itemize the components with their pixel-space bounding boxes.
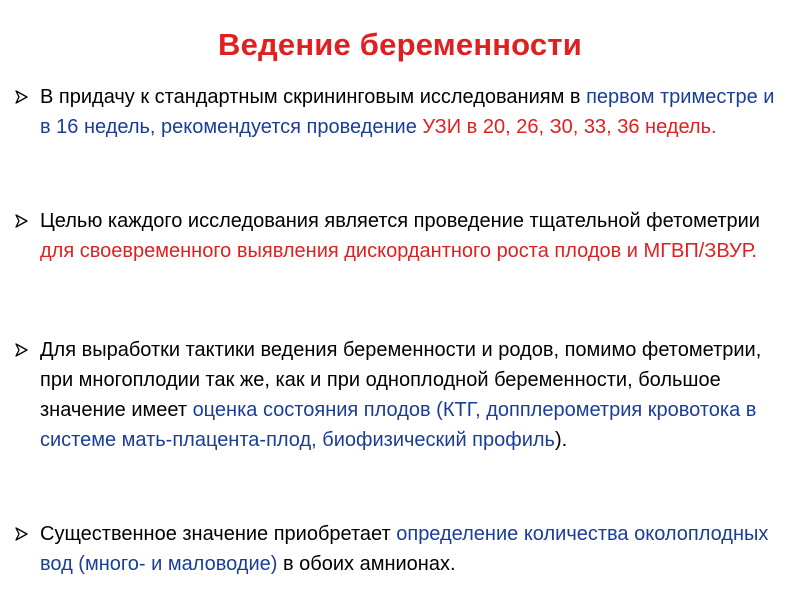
arrow-bullet-icon — [14, 343, 28, 357]
bullet-3-part-3: ). — [554, 429, 568, 451]
bullet-4-part-2: определение количества околоплодных вод (много- и маловодие) — [40, 523, 769, 575]
bullet-1-part-1: В придачу к стандартным скрининговым исследованиям в — [40, 86, 587, 108]
bullet-text-3 — [40, 335, 784, 455]
arrow-bullet-icon — [14, 214, 28, 228]
bullet-2-part-2: для своевременного выявления дискордантного роста плодов и МГВП/ЗВУР. — [40, 240, 757, 262]
bullet-3-part-2: оценка состояния плодов (КТГ, допплерометрия кровотока в системе мать-плацента-плод, биофизический профиль — [40, 399, 757, 451]
arrow-bullet-icon — [14, 90, 28, 104]
arrow-bullet-icon — [14, 527, 28, 541]
slide-title: Ведение беременности — [218, 27, 582, 62]
bullet-item-3 — [14, 335, 784, 455]
bullet-item-2 — [14, 206, 784, 266]
bullet-4-part-1: Существенное значение приобретает — [40, 523, 397, 545]
bullet-3-part-1: Для выработки тактики ведения беременности и родов, помимо фетометрии, при многоплодии так же, как и при одноплодной беременности, большое значение имеет — [40, 339, 762, 421]
bullet-1-part-2: первом триместре и в 16 недель, рекомендуется проведение — [40, 86, 775, 138]
bullet-item-1 — [14, 82, 784, 142]
bullet-text-1 — [40, 82, 784, 142]
bullet-text-4 — [40, 519, 784, 579]
bullet-1-part-3: УЗИ в 20, 26, З0, 33, 36 недель. — [422, 116, 717, 138]
bullet-text-2 — [40, 206, 784, 266]
bullet-item-4 — [14, 519, 784, 579]
bullet-2-part-1: Целью каждого исследования является проведение тщательной фетометрии — [40, 210, 760, 232]
bullet-4-part-3: в обоих амнионах. — [277, 553, 456, 575]
